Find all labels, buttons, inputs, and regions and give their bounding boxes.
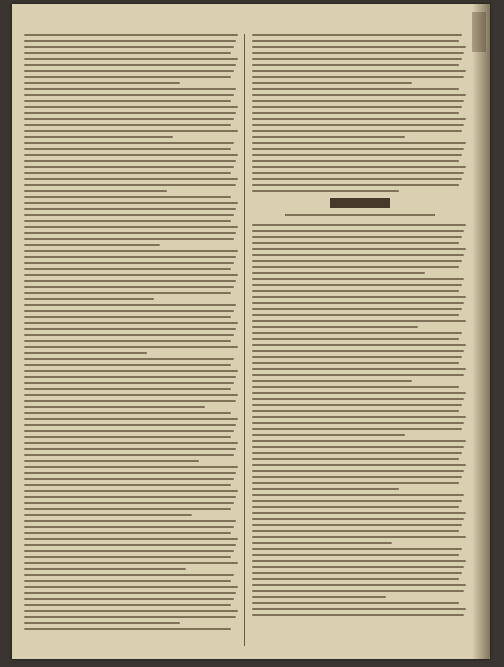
text-line xyxy=(24,136,173,138)
text-line xyxy=(24,532,231,534)
text-line xyxy=(24,382,234,384)
text-line xyxy=(24,166,234,168)
text-line xyxy=(24,358,234,360)
text-line xyxy=(252,184,459,186)
text-line xyxy=(252,64,459,66)
text-line xyxy=(252,34,462,36)
text-line xyxy=(252,236,462,238)
right-column xyxy=(252,34,468,646)
text-line xyxy=(24,34,238,36)
text-line xyxy=(24,94,234,96)
text-line xyxy=(252,362,459,364)
text-line xyxy=(24,70,234,72)
text-line xyxy=(24,262,234,264)
text-line xyxy=(252,560,466,562)
text-line xyxy=(24,418,238,420)
text-line xyxy=(24,268,231,270)
text-line xyxy=(24,274,238,276)
text-line xyxy=(24,430,234,432)
text-line xyxy=(24,490,238,492)
text-line xyxy=(24,610,238,612)
text-line xyxy=(24,46,234,48)
text-line xyxy=(252,272,425,274)
text-line xyxy=(252,614,464,616)
text-line xyxy=(24,568,186,570)
text-line xyxy=(24,286,234,288)
text-line xyxy=(252,112,459,114)
text-line xyxy=(252,374,464,376)
text-line xyxy=(24,208,236,210)
text-line xyxy=(24,316,231,318)
text-line xyxy=(252,524,462,526)
text-line xyxy=(252,130,462,132)
text-line xyxy=(24,586,238,588)
text-line xyxy=(24,628,231,630)
text-line xyxy=(24,130,238,132)
text-line xyxy=(252,404,462,406)
text-line xyxy=(24,574,234,576)
text-line xyxy=(24,76,231,78)
text-line xyxy=(252,440,466,442)
text-line xyxy=(252,142,466,144)
text-line xyxy=(24,544,236,546)
text-line xyxy=(24,346,238,348)
text-line xyxy=(252,88,459,90)
text-line xyxy=(252,416,466,418)
binding-shadow xyxy=(472,4,490,659)
text-line xyxy=(24,406,205,408)
text-line xyxy=(24,106,238,108)
text-line xyxy=(24,88,236,90)
text-line xyxy=(252,554,459,556)
text-line xyxy=(252,230,464,232)
text-line xyxy=(24,340,231,342)
text-line xyxy=(252,308,462,310)
text-line xyxy=(24,142,234,144)
text-line xyxy=(24,550,234,552)
text-line xyxy=(24,334,234,336)
text-line xyxy=(252,482,459,484)
text-line xyxy=(252,536,466,538)
text-line xyxy=(252,506,459,508)
text-line xyxy=(252,380,412,382)
text-line xyxy=(252,106,462,108)
text-line xyxy=(24,394,238,396)
text-line xyxy=(252,572,462,574)
text-line xyxy=(252,608,466,610)
text-line xyxy=(252,40,459,42)
text-line xyxy=(24,154,238,156)
text-line xyxy=(252,428,462,430)
text-line xyxy=(252,542,392,544)
text-line xyxy=(24,202,238,204)
text-line xyxy=(252,76,464,78)
text-line xyxy=(252,470,464,472)
text-line xyxy=(24,148,231,150)
text-line xyxy=(252,278,464,280)
text-line xyxy=(24,436,231,438)
text-line xyxy=(252,248,466,250)
text-line xyxy=(252,178,462,180)
text-line xyxy=(24,226,238,228)
text-line xyxy=(252,518,464,520)
text-line xyxy=(24,190,167,192)
text-line xyxy=(252,488,399,490)
text-line xyxy=(24,232,236,234)
text-line xyxy=(252,356,462,358)
text-line xyxy=(24,52,231,54)
text-line xyxy=(252,392,466,394)
text-line xyxy=(24,442,238,444)
text-line xyxy=(252,254,464,256)
text-line xyxy=(252,368,466,370)
text-line xyxy=(252,446,464,448)
text-line xyxy=(24,424,236,426)
text-line xyxy=(24,388,231,390)
text-line xyxy=(252,452,462,454)
text-line xyxy=(252,70,466,72)
text-line xyxy=(24,118,234,120)
text-line xyxy=(252,136,405,138)
text-line xyxy=(252,512,466,514)
text-line xyxy=(24,172,231,174)
text-line xyxy=(24,580,231,582)
text-line xyxy=(252,46,466,48)
text-line xyxy=(24,502,234,504)
text-line xyxy=(252,94,466,96)
text-line xyxy=(24,328,236,330)
section-dateline xyxy=(285,214,435,216)
text-line xyxy=(252,124,464,126)
text-line xyxy=(24,238,234,240)
text-line xyxy=(252,302,464,304)
text-line xyxy=(252,52,464,54)
text-line xyxy=(252,160,459,162)
text-line xyxy=(252,530,459,532)
text-line xyxy=(252,320,466,322)
text-line xyxy=(252,314,459,316)
text-line xyxy=(252,326,418,328)
text-line xyxy=(252,350,464,352)
newspaper-page xyxy=(12,4,490,659)
text-line xyxy=(24,280,236,282)
text-line xyxy=(24,508,231,510)
text-line xyxy=(252,566,464,568)
text-line xyxy=(24,592,236,594)
text-line xyxy=(252,224,466,226)
text-line xyxy=(24,310,234,312)
text-line xyxy=(252,148,464,150)
text-line xyxy=(24,526,234,528)
text-line xyxy=(252,82,412,84)
text-line xyxy=(24,58,238,60)
text-line xyxy=(252,410,459,412)
text-line xyxy=(24,604,231,606)
text-line xyxy=(252,296,466,298)
text-line xyxy=(24,112,236,114)
text-line xyxy=(24,520,236,522)
text-line xyxy=(24,292,231,294)
text-line xyxy=(24,460,199,462)
text-line xyxy=(24,400,236,402)
text-line xyxy=(24,160,236,162)
text-line xyxy=(252,190,399,192)
text-line xyxy=(24,196,231,198)
text-line xyxy=(24,562,238,564)
text-line xyxy=(252,58,462,60)
text-line xyxy=(252,422,464,424)
text-line xyxy=(24,178,238,180)
page-number xyxy=(237,12,277,24)
text-line xyxy=(24,40,236,42)
text-line xyxy=(252,578,459,580)
text-line xyxy=(252,344,466,346)
text-line xyxy=(252,166,466,168)
text-line xyxy=(252,548,462,550)
text-line xyxy=(24,376,236,378)
text-line xyxy=(252,458,459,460)
text-line xyxy=(24,622,180,624)
text-line xyxy=(24,556,231,558)
text-line xyxy=(252,398,464,400)
text-line xyxy=(24,412,231,414)
text-line xyxy=(24,538,238,540)
text-line xyxy=(252,386,459,388)
text-line xyxy=(24,214,234,216)
text-line xyxy=(24,82,180,84)
column-divider xyxy=(244,34,245,646)
text-line xyxy=(24,364,231,366)
text-line xyxy=(24,124,231,126)
text-line xyxy=(252,596,386,598)
text-line xyxy=(24,250,238,252)
text-line xyxy=(24,322,238,324)
text-line xyxy=(252,118,466,120)
text-line xyxy=(252,332,462,334)
text-line xyxy=(252,338,459,340)
text-line xyxy=(24,220,231,222)
text-line xyxy=(24,466,238,468)
text-line xyxy=(24,64,236,66)
text-line xyxy=(252,602,459,604)
text-line xyxy=(252,494,464,496)
right-column-upper-text xyxy=(252,34,468,192)
text-line xyxy=(252,266,459,268)
text-line xyxy=(252,434,405,436)
text-line xyxy=(24,244,160,246)
right-column-lower-text xyxy=(252,224,468,616)
text-line xyxy=(252,590,464,592)
text-line xyxy=(24,184,236,186)
text-line xyxy=(24,598,234,600)
text-line xyxy=(252,284,462,286)
text-line xyxy=(24,298,154,300)
text-line xyxy=(252,242,459,244)
text-line xyxy=(252,584,466,586)
text-line xyxy=(24,496,236,498)
text-line xyxy=(24,478,234,480)
text-line xyxy=(24,352,147,354)
text-line xyxy=(24,448,236,450)
text-line xyxy=(24,304,236,306)
text-line xyxy=(252,172,464,174)
text-line xyxy=(252,260,462,262)
text-line xyxy=(252,476,462,478)
text-line xyxy=(24,100,231,102)
text-line xyxy=(24,370,238,372)
text-line xyxy=(252,500,462,502)
text-line xyxy=(24,616,236,618)
text-line xyxy=(252,290,459,292)
text-line xyxy=(24,514,192,516)
left-column xyxy=(24,34,240,646)
text-line xyxy=(252,464,466,466)
text-line xyxy=(24,454,234,456)
text-line xyxy=(24,472,236,474)
section-heading xyxy=(330,198,390,208)
text-line xyxy=(252,154,462,156)
text-line xyxy=(252,100,464,102)
text-line xyxy=(24,256,236,258)
text-line xyxy=(24,484,231,486)
